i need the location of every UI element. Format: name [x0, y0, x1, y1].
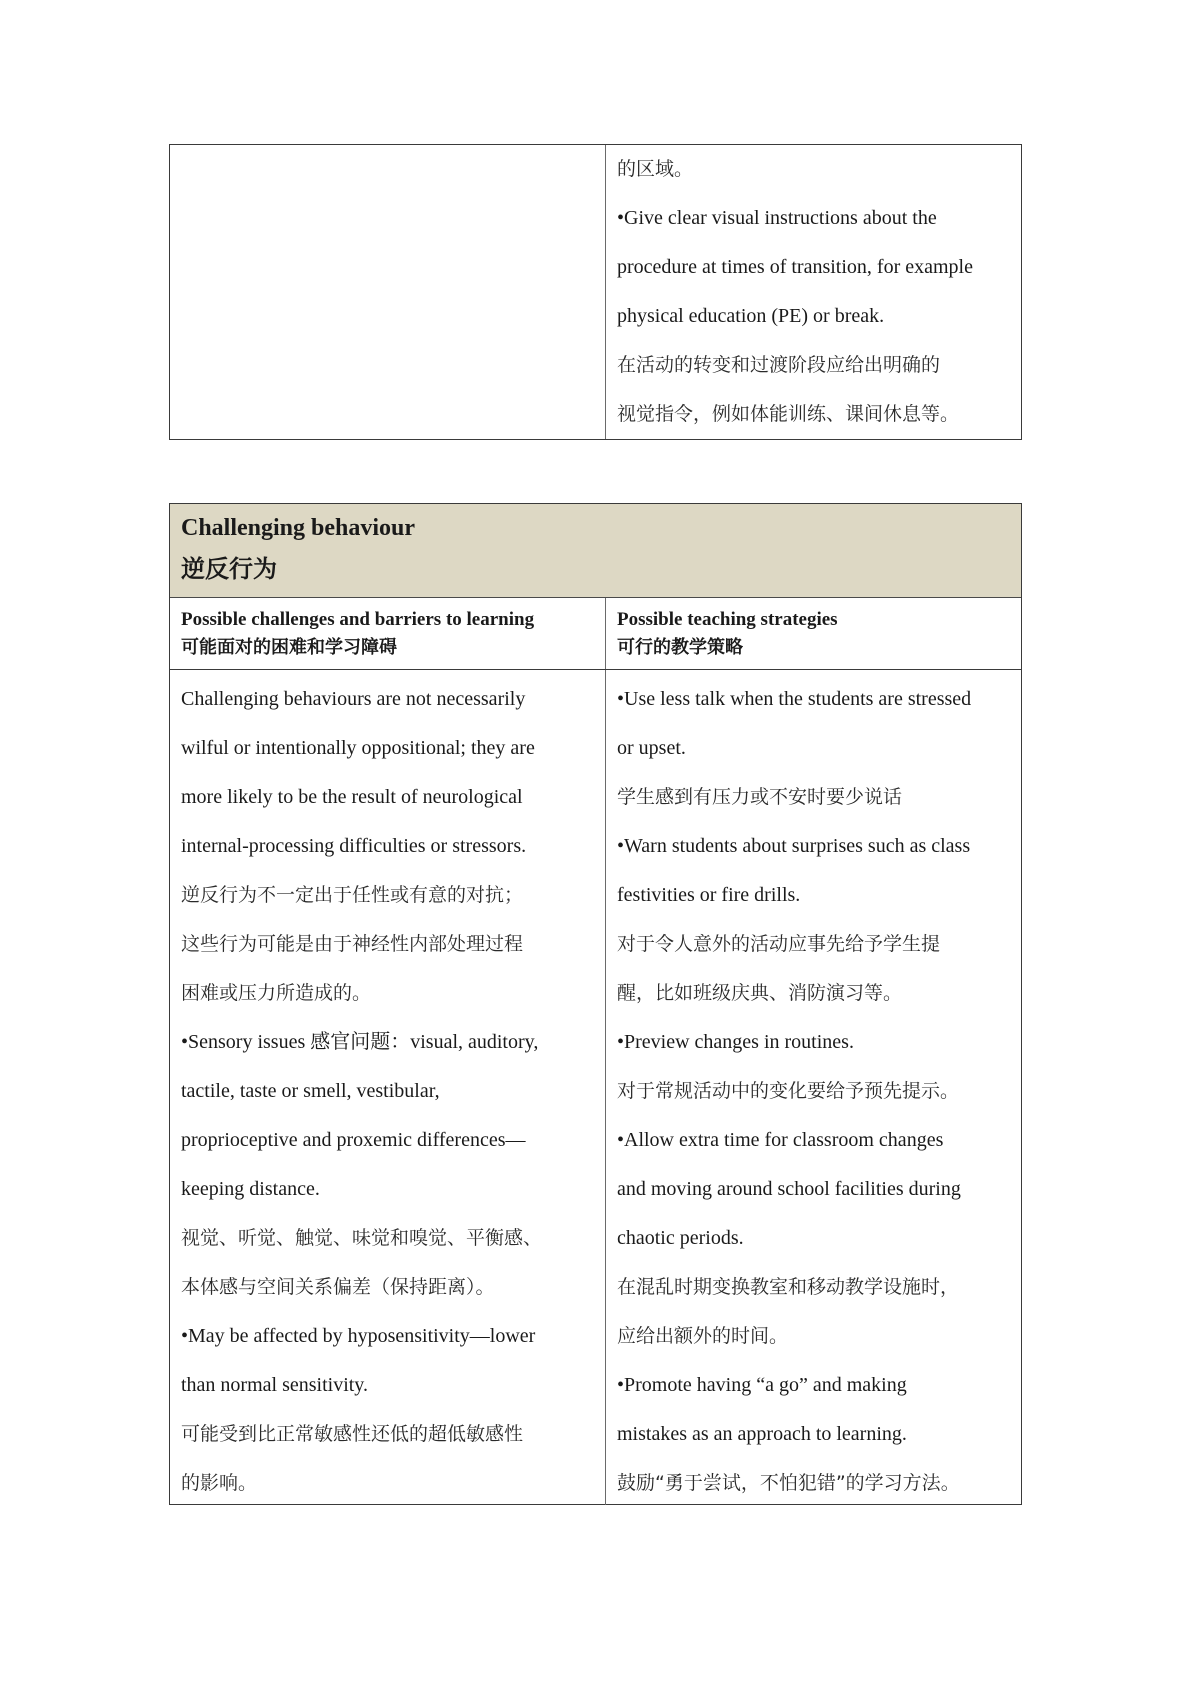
text-line: 这些行为可能是由于神经性内部处理过程: [181, 933, 524, 955]
section-title-cn: 逆反行为: [181, 555, 277, 583]
text-line: 的影响。: [181, 1472, 258, 1494]
section-title-en: Challenging behaviour: [181, 515, 416, 541]
text-line: 学生感到有压力或不安时要少说话: [617, 786, 903, 808]
text-line: 对于常规活动中的变化要给予预先提示。: [617, 1080, 960, 1102]
text-line: wilful or intentionally oppositional; they are: [181, 737, 535, 759]
text-line: physical education (PE) or break.: [617, 305, 885, 327]
text-line: •Preview changes in routines.: [617, 1031, 854, 1053]
continued-right-cell: [606, 145, 1021, 439]
text-line: or upset.: [617, 737, 686, 759]
text-line: festivities or fire drills.: [617, 884, 801, 906]
text-line: 对于令人意外的活动应事先给予学生提: [617, 933, 941, 955]
text-line: than normal sensitivity.: [181, 1374, 369, 1396]
text-line: 本体感与空间关系偏差（保持距离）。: [181, 1276, 495, 1298]
text-line: procedure at times of transition, for example: [617, 256, 973, 278]
text-line: •Warn students about surprises such as class: [617, 835, 971, 857]
text-line: 鼓励“勇于尝试，不怕犯错”的学习方法。: [617, 1472, 960, 1494]
text-line: 视觉、听觉、触觉、味觉和嗅觉、平衡感、: [181, 1227, 543, 1249]
text-line: keeping distance.: [181, 1178, 320, 1200]
column-header-en: Possible teaching strategies: [617, 609, 838, 630]
challenging-behaviour-table: [169, 503, 1022, 1505]
text-line: 在混乱时期变换教室和移动教学设施时，: [617, 1276, 960, 1298]
column-header-challenges: [170, 598, 606, 669]
text-line: 可能受到比正常敏感性还低的超低敏感性: [181, 1423, 524, 1445]
text-line: more likely to be the result of neurological: [181, 786, 523, 808]
text-line: •Allow extra time for classroom changes: [617, 1129, 944, 1151]
text-line: 醒，比如班级庆典、消防演习等。: [617, 982, 903, 1004]
text-line: proprioceptive and proxemic differences—: [181, 1129, 526, 1151]
column-header-cn: 可能面对的困难和学习障碍: [181, 637, 397, 658]
text-line: 困难或压力所造成的。: [181, 982, 372, 1004]
continued-table: [169, 144, 1022, 440]
column-header-row: [170, 598, 1021, 670]
text-line: mistakes as an approach to learning.: [617, 1423, 907, 1445]
text-line: 逆反行为不一定出于任性或有意的对抗；: [181, 884, 524, 906]
strategies-cell: [606, 670, 1021, 1505]
text-line: •Give clear visual instructions about the: [617, 207, 937, 229]
text-line: 视觉指令，例如体能训练、课间休息等。: [617, 403, 960, 425]
text-line: 应给出额外的时间。: [617, 1325, 789, 1347]
text-line: Challenging behaviours are not necessarily: [181, 688, 526, 710]
text-line: •Use less talk when the students are stressed: [617, 688, 972, 710]
text-line: 在活动的转变和过渡阶段应给出明确的: [617, 354, 941, 376]
continued-table-row: [170, 145, 1021, 439]
text-line: internal-processing difficulties or stressors.: [181, 835, 527, 857]
column-header-en: Possible challenges and barriers to learning: [181, 609, 535, 630]
text-line: •Sensory issues 感官问题：visual, auditory,: [181, 1031, 539, 1053]
challenges-cell: [170, 670, 606, 1505]
text-line: •Promote having “a go” and making: [617, 1374, 907, 1396]
column-header-cn: 可行的教学策略: [617, 637, 743, 658]
continued-left-cell: [170, 145, 606, 439]
text-line: tactile, taste or smell, vestibular,: [181, 1080, 440, 1102]
text-line: •May be affected by hyposensitivity—lower: [181, 1325, 536, 1347]
text-line: 的区域。: [617, 158, 694, 180]
section-header: [170, 504, 1021, 598]
text-line: and moving around school facilities during: [617, 1178, 961, 1200]
content-row: [170, 670, 1021, 1505]
text-line: chaotic periods.: [617, 1227, 744, 1249]
column-header-strategies: [606, 598, 1021, 669]
